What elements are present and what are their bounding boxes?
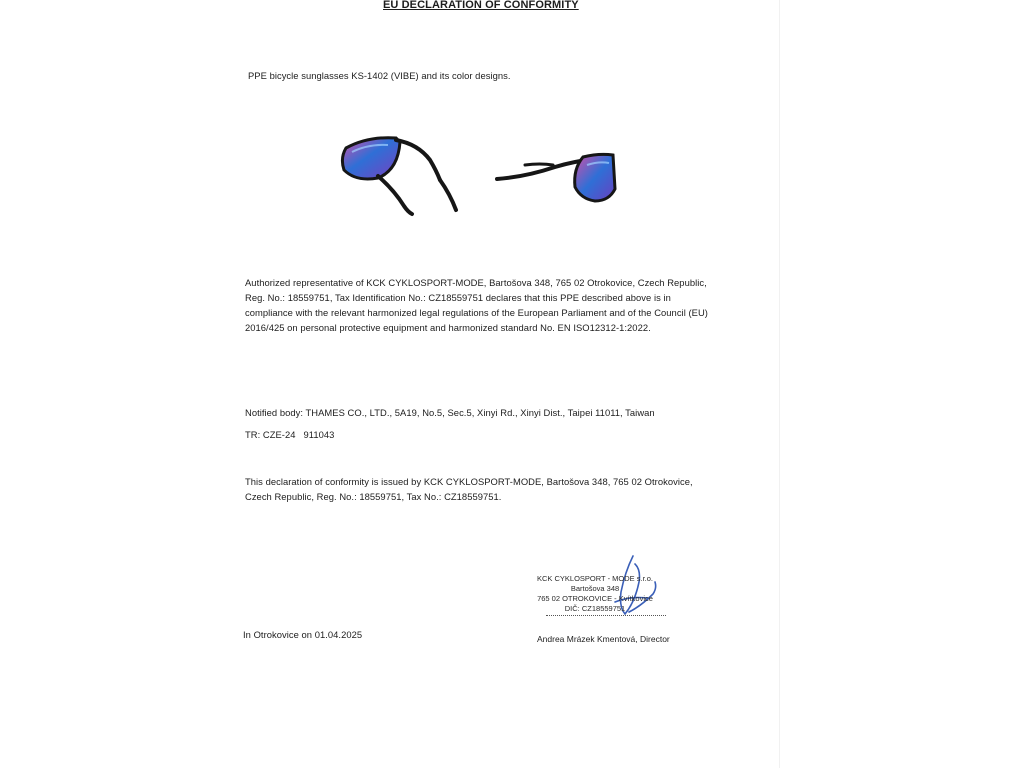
stamp-street: Bartošova 348: [570, 584, 620, 593]
stamp-city: 765 02 OTROKOVICE - Kvítkovice: [537, 594, 653, 603]
notified-body-text: Notified body: THAMES CO., LTD., 5A19, No.5, Sec.5, Xinyi Rd., Xinyi Dist., Taipei 11011, Taiwan: [245, 407, 655, 418]
declaration-page: [240, 0, 780, 768]
document-title: EU DECLARATION OF CONFORMITY: [383, 0, 579, 11]
issued-by-text: This declaration of conformity is issued by KCK CYKLOSPORT-MODE, Bartošova 348, 765 02 Otrokovice, Czech Republic, Reg. No.: 18559751, Tax No.: CZ18559751.: [245, 476, 693, 502]
company-stamp: [510, 574, 680, 614]
tr-number: 911043: [303, 429, 335, 440]
stamp-company-name: KCK CYKLOSPORT - MODE s.r.o.: [536, 574, 653, 583]
tr-reference: [245, 427, 334, 442]
signature-line: [546, 615, 666, 616]
signer-name: Andrea Mrázek Kmentová, Director: [537, 634, 670, 644]
authorized-representative-text: Authorized representative of KCK CYKLOSPORT-MODE, Bartošova 348, 765 02 Otrokovice, Czech Republic, Reg. No.: 18559751, Tax Identification No.: CZ18559751 declares that this PPE described above is in compliance with the relevant harmonized legal regulations of the European Parliament and of the Council (EU) 2016/425 on personal protective equipment and harmonized standard No. EN ISO12312-1:2022.: [245, 277, 708, 333]
stamp-vat: DIČ: CZ18559751: [564, 604, 626, 613]
product-description: PPE bicycle sunglasses KS-1402 (VIBE) and its color designs.: [248, 70, 511, 81]
tr-label: TR: CZE-24: [245, 429, 296, 440]
sunglasses-front-image: [338, 130, 463, 220]
place-and-date: In Otrokovice on 01.04.2025: [243, 629, 363, 640]
sunglasses-side-image: [495, 143, 620, 208]
